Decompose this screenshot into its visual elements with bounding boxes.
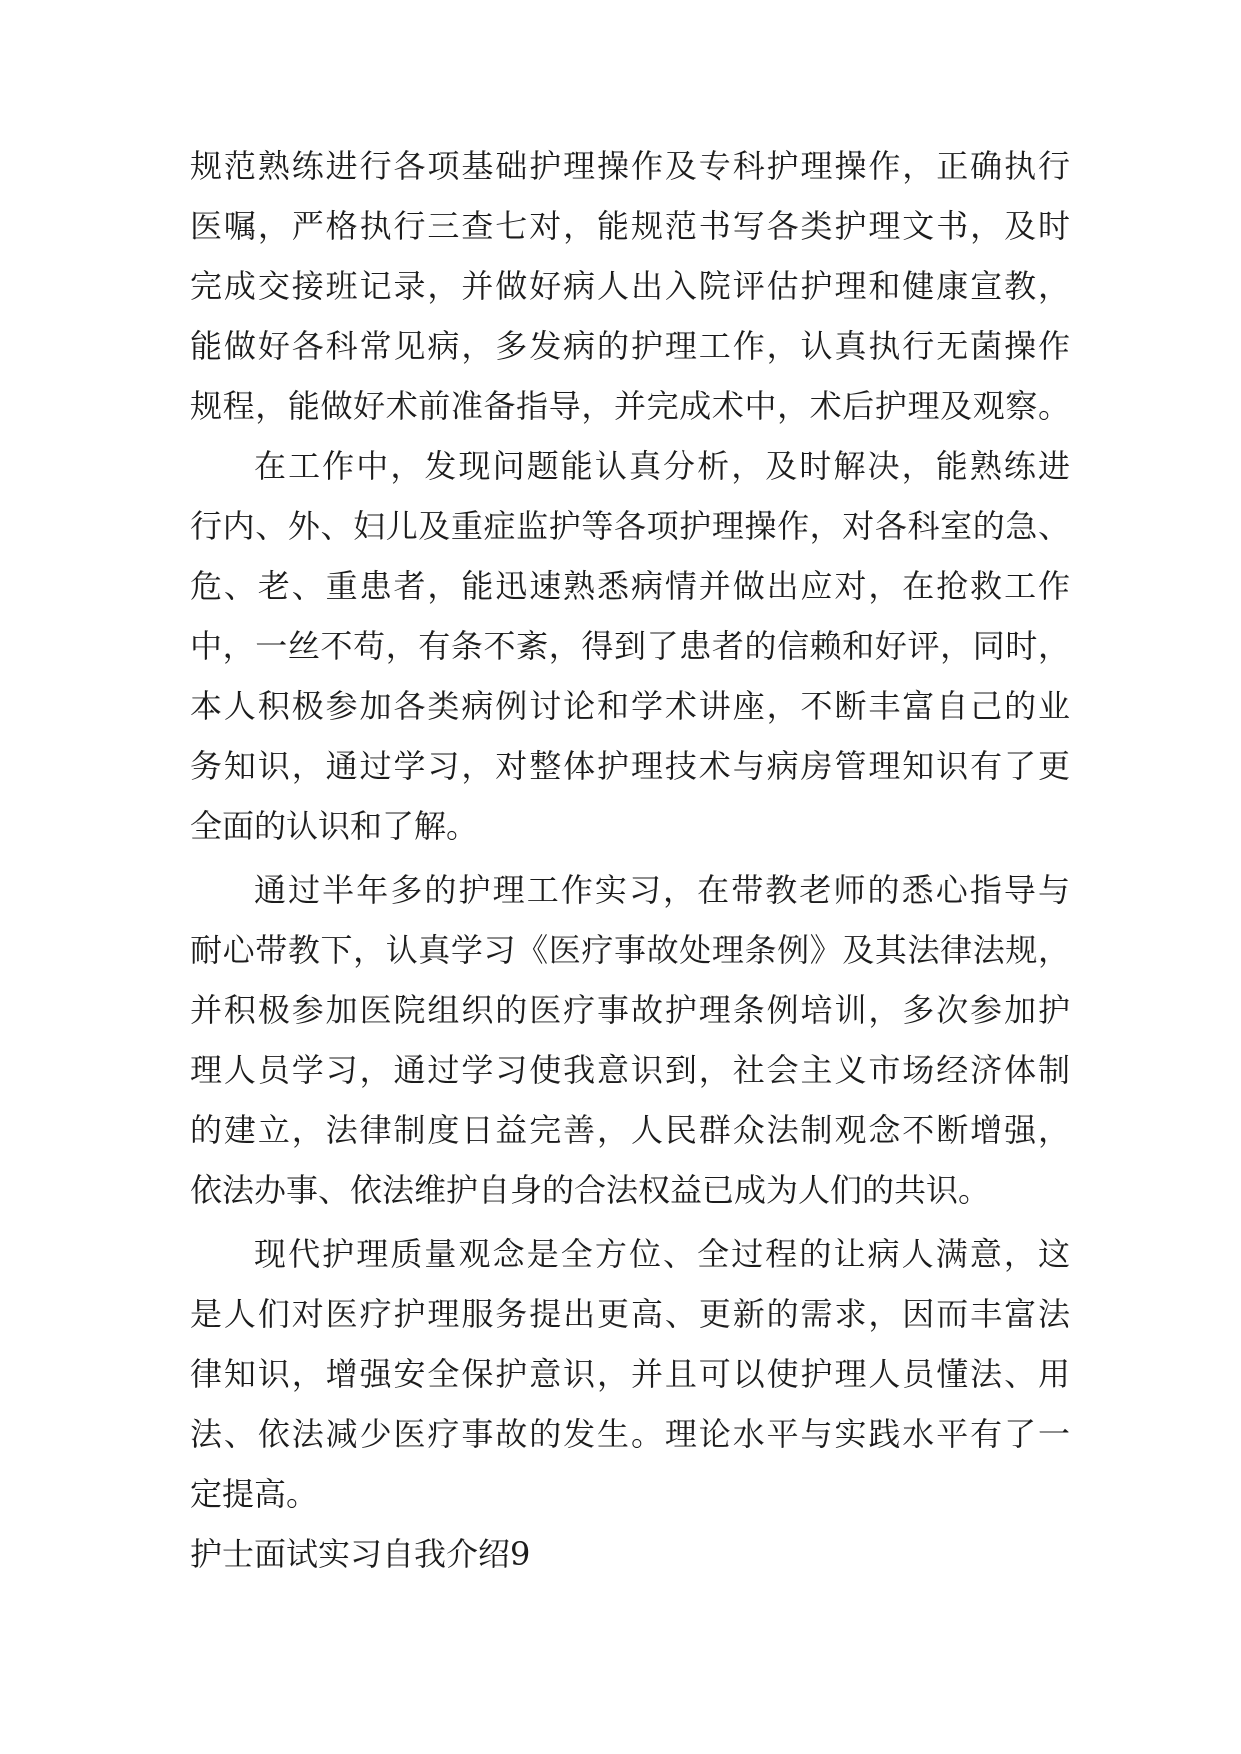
paragraph-3-line-5: 的建立，法律制度日益完善，人民群众法制观念不断增强，: [190, 1111, 1070, 1149]
paragraph-1-line-1: 规范熟练进行各项基础护理操作及专科护理操作，正确执行: [190, 147, 1070, 185]
paragraph-1-line-2: 医嘱，严格执行三查七对，能规范书写各类护理文书，及时: [190, 207, 1070, 245]
paragraph-2-line-6: 务知识，通过学习，对整体护理技术与病房管理知识有了更: [190, 747, 1070, 785]
paragraph-2-line-5: 本人积极参加各类病例讨论和学术讲座，不断丰富自己的业: [190, 687, 1070, 725]
paragraph-3-line-2: 耐心带教下，认真学习《医疗事故处理条例》及其法律法规，: [190, 931, 1070, 969]
paragraph-3-line-4: 理人员学习，通过学习使我意识到，社会主义市场经济体制: [190, 1051, 1070, 1089]
paragraph-3-line-6: 依法办事、依法维护自身的合法权益已成为人们的共识。: [190, 1171, 991, 1209]
paragraph-3-line-3: 并积极参加医院组织的医疗事故护理条例培训，多次参加护: [190, 991, 1070, 1029]
paragraph-3-line-1: 通过半年多的护理工作实习，在带教老师的悉心指导与: [254, 871, 1070, 909]
paragraph-2-line-3: 危、老、重患者，能迅速熟悉病情并做出应对，在抢救工作: [190, 567, 1070, 605]
paragraph-1-line-3: 完成交接班记录，并做好病人出入院评估护理和健康宣教，: [190, 267, 1070, 305]
paragraph-2-line-7: 全面的认识和了解。: [190, 807, 479, 845]
paragraph-1-line-5: 规程，能做好术前准备指导，并完成术中，术后护理及观察。: [190, 387, 1070, 425]
paragraph-4-line-3: 律知识，增强安全保护意识，并且可以使护理人员懂法、用: [190, 1355, 1070, 1393]
paragraph-1-line-4: 能做好各科常见病，多发病的护理工作，认真执行无菌操作: [190, 327, 1070, 365]
section-heading: 护士面试实习自我介绍9: [190, 1535, 531, 1573]
paragraph-4-line-5: 定提高。: [190, 1475, 319, 1513]
paragraph-4-line-2: 是人们对医疗护理服务提出更高、更新的需求，因而丰富法: [190, 1295, 1070, 1333]
paragraph-4-line-4: 法、依法减少医疗事故的发生。理论水平与实践水平有了一: [190, 1415, 1070, 1453]
paragraph-2-line-4: 中，一丝不苟，有条不紊，得到了患者的信赖和好评，同时，: [190, 627, 1070, 665]
paragraph-2-line-1: 在工作中，发现问题能认真分析，及时解决，能熟练进: [254, 447, 1070, 485]
paragraph-4-line-1: 现代护理质量观念是全方位、全过程的让病人满意，这: [254, 1235, 1070, 1273]
paragraph-2-line-2: 行内、外、妇儿及重症监护等各项护理操作，对各科室的急、: [190, 507, 1070, 545]
